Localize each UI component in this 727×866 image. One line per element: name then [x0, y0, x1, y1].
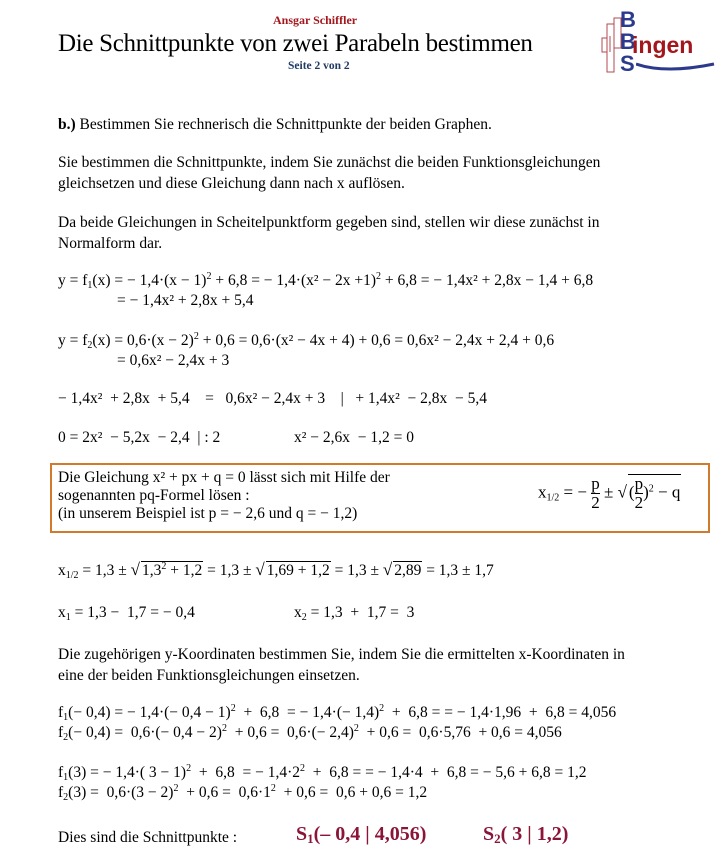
math-sup: 2	[193, 331, 199, 342]
pq-box-line: sogenannten pq-Formel lösen :	[58, 487, 250, 504]
sqrt-icon: √	[382, 560, 393, 579]
radicand: 1,69 + 1,2	[266, 562, 330, 579]
math-text: + 0,6 = 0,6·(x² − 4x + 4) + 0,6 = 0,6x² − 2,4x + 2,4 + 0,6	[198, 332, 555, 349]
math-text: y = f	[58, 272, 88, 289]
logo-letter-s: S	[620, 51, 635, 76]
intro-paragraph	[58, 152, 600, 194]
math-sup: 2	[206, 271, 212, 282]
simplify-left: 0 = 2x² − 5,2x − 2,4 | : 2	[58, 429, 221, 446]
pq-box-line: Die Gleichung x² + px + q = 0 lässt sich mit Hilfe der	[58, 469, 390, 486]
logo-swoosh	[636, 60, 716, 74]
page-indicator: Seite 2 von 2	[288, 60, 350, 72]
math-sub: 2	[87, 340, 93, 351]
math-text: (x) = 0,6·(x − 2)	[92, 332, 194, 349]
intersection-point-s2: $S_2$( 3 | 1,2)	[483, 823, 569, 846]
y-intro-paragraph	[58, 644, 625, 686]
eval-f1-at-x1: $f_1(- 0,4)$ = − $1,4\cdot(- 0,4 - 1)^2 + 6,8$ = − $1,4\cdot(- 1,4)^2 + 6,8$ = = − 1,4·1,96 + 6,8 = 4,056	[58, 703, 617, 723]
normalform-line: Da beide Gleichungen in Scheitelpunktform gegeben sind, stellen wir diese zunächst in	[58, 214, 600, 231]
bbs-bingen-logo	[600, 7, 715, 78]
pq-box-text	[58, 469, 390, 523]
conclusion-label: Dies sind die Schnittpunkte :	[58, 829, 238, 846]
eval-f1-at-x2: $f_1(3)$ = − 1,4·( 3 − 1)$^2$ + 6,8 = − $1,4\cdot 2^2 + 6,8$ = = − 1,4·4 + 6,8 = − 5,6 + 6,8 = 1,2	[58, 763, 587, 783]
math-sup: 2	[376, 271, 382, 282]
math-sub: 1/2	[65, 570, 79, 581]
math-text: ±	[603, 482, 614, 502]
logo-word: ingen	[632, 32, 694, 58]
intersection-point-s1: $S_1(-$ 0,4 | 4,056)	[296, 823, 427, 846]
f2-expansion	[58, 332, 554, 350]
logo-letter-b2: B	[620, 29, 636, 54]
intro-line: Sie bestimmen die Schnittpunkte, indem Sie zunächst die beiden Funktionsgleichungen	[58, 154, 601, 171]
simplify-right: x² − 2,6x − 1,2 = 0	[294, 429, 414, 446]
y-intro-line: eine der beiden Funktionsgleichungen einsetzen.	[58, 667, 360, 684]
math-sub: 1/2	[546, 492, 560, 504]
radicand: $1,3^2 + 1,2$	[142, 561, 203, 579]
task-statement	[58, 114, 492, 135]
page-title: Die Schnittpunkte von zwei Parabeln bestimmen	[58, 30, 533, 57]
y-intro-line: Die zugehörigen y-Koordinaten bestimmen Sie, indem Sie die ermittelten x-Koordinaten in	[58, 646, 625, 663]
eval-f2-at-x1: $f_2(- 0,4) = 0,6\cdot(- 0,4 - 2)^2 + 0,6 = 0,6\cdot(- 2,4)^2 + 0,6 = 0,6\cdot 5,76 + 0,6 = 4,056$	[58, 723, 562, 743]
math-text: = 1,3 ±	[334, 562, 379, 579]
normalform-line: Normalform dar.	[58, 235, 163, 252]
equate-equation: − 1,4x² + 2,8x + 5,4 = 0,6x² − 2,4x + 3 | + 1,4x² − 2,8x − 5,4	[58, 390, 487, 407]
math-text: + 6,8 = − 1,4·(x² − 2x +1)	[211, 272, 377, 289]
fraction-p-over-2: $\frac{p}{2}$	[591, 474, 600, 512]
task-label: b.)	[58, 116, 76, 133]
pq-box-line: (in unserem Beispiel ist p = − 2,6 und q = − 1,2)	[58, 505, 358, 522]
intro-line: gleichsetzen und diese Gleichung dann nach x auflösen.	[58, 175, 405, 192]
radicand: ( $\frac{p}{2}$ )$^2$ − q	[628, 474, 681, 512]
f1-expansion	[58, 272, 593, 290]
f1-normalform: = − 1,4x² + 2,8x + 5,4	[117, 292, 254, 309]
sqrt-icon: √	[617, 482, 627, 502]
math-text: x	[538, 482, 547, 502]
pq-solution	[58, 560, 494, 580]
root-x2: $x_2 = 1,3 + 1,7 = 3$	[294, 604, 415, 623]
author-name: Ansgar Schiffler	[273, 13, 358, 27]
normalform-paragraph	[58, 212, 600, 254]
eval-f2-at-x2: $f_2(3) = 0,6\cdot(3 - 2)^2 + 0,6 = 0,6\cdot 1^2 + 0,6 = 0,6 + 0,6 = 1,2$	[58, 783, 428, 803]
math-sub: 1	[87, 280, 93, 291]
math-text: x	[58, 562, 66, 579]
root-x1: $x_1 = 1,3 - 1,7$ = − 0,4	[58, 604, 195, 623]
radicand: 2,89	[394, 562, 422, 579]
pq-formula	[538, 474, 681, 512]
task-text: Bestimmen Sie rechnerisch die Schnittpunkte der beiden Graphen.	[79, 116, 492, 133]
math-text: = 1,3 ± 1,7	[426, 562, 494, 579]
sqrt-icon: √	[130, 560, 140, 579]
f2-normalform: = 0,6x² − 2,4x + 3	[117, 352, 230, 369]
logo-letter-b1: B	[620, 7, 636, 32]
math-text: = 1,3 ±	[207, 562, 252, 579]
math-text: = 1,3 ±	[82, 562, 127, 579]
math-text: + 6,8 = − 1,4x² + 2,8x − 1,4 + 6,8	[381, 272, 594, 289]
math-text: (x) = − 1,4·(x − 1)	[92, 272, 207, 289]
sqrt-icon: √	[255, 560, 265, 579]
math-text: y = f	[58, 332, 88, 349]
math-text: = −	[563, 482, 587, 502]
